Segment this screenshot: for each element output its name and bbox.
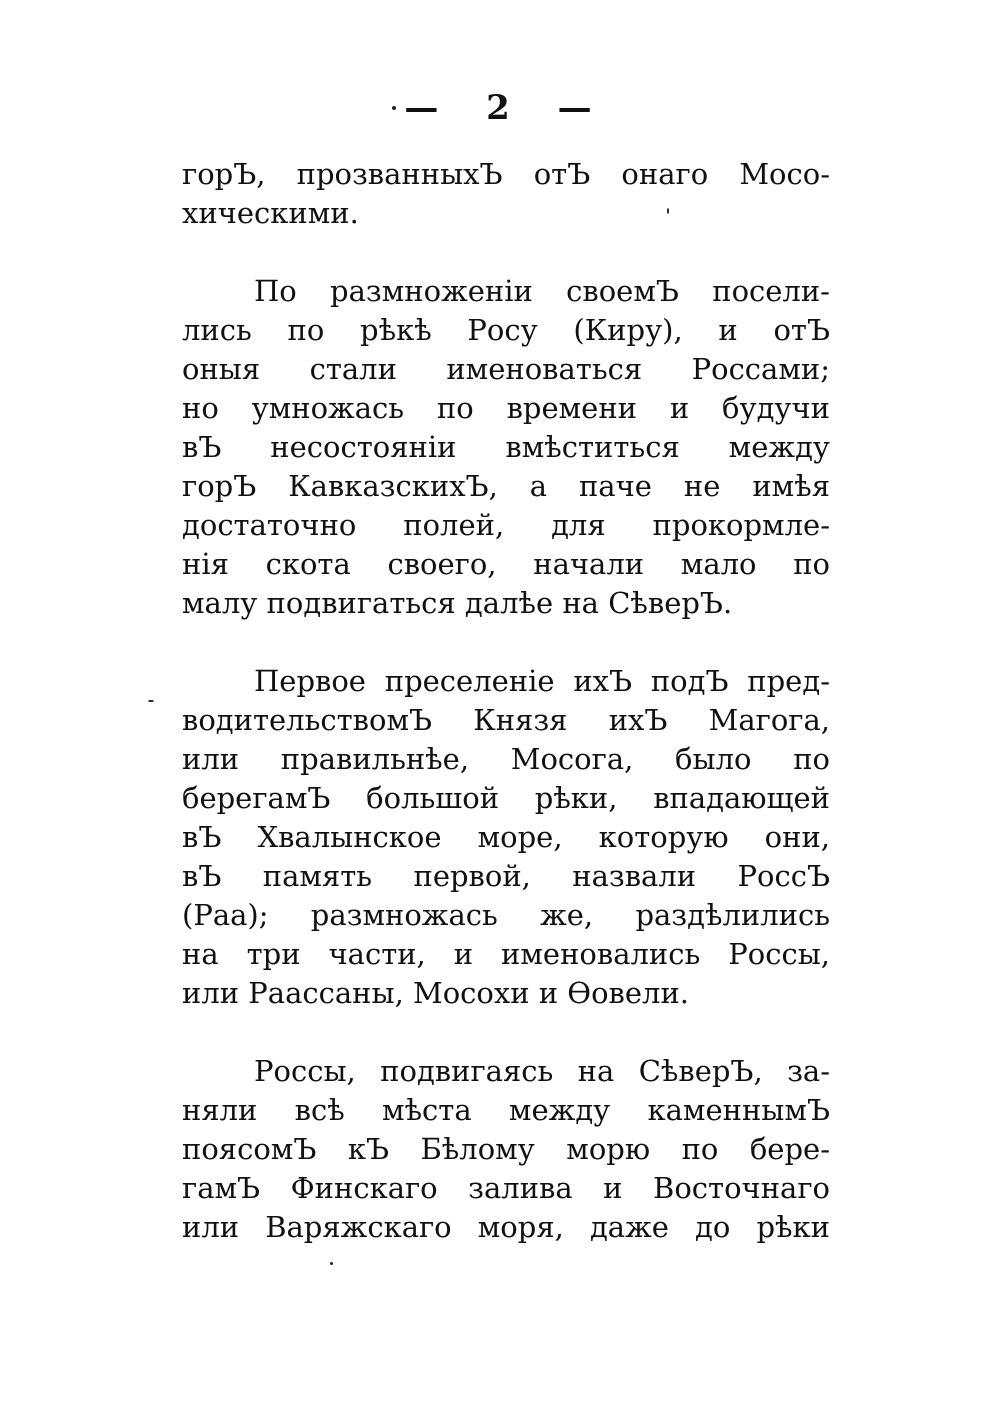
text-line: достаточно полей, для прокормле-: [182, 508, 830, 542]
text-line: вЪ память первой, назвали РоссЪ: [182, 859, 830, 893]
text-line: лись по рѣкѣ Росу (Киру), и отЪ: [182, 313, 830, 347]
text-line: вЪ Хвалынское море, которую они,: [182, 820, 830, 854]
text-line: хическими.: [182, 196, 359, 230]
page-header: [0, 88, 1000, 128]
text-line: горЪ, прозванныхЪ отЪ онаго Мосо-: [182, 157, 830, 191]
paragraph: [182, 662, 830, 1013]
header-dash-right: —: [557, 88, 596, 128]
text-line: няли всѣ мѣста между каменнымЪ: [182, 1093, 830, 1127]
text-line: или Варяжскаго моря, даже до рѣки: [182, 1210, 830, 1244]
text-line: горЪ КавказскихЪ, а паче не имѣя: [182, 469, 830, 503]
text-line: вЪ несостояніи вмѣститься между: [182, 430, 830, 464]
text-line: (Раа); размножась же, раздѣлились: [182, 898, 830, 932]
text-line: на три части, и именовались Россы,: [182, 937, 830, 971]
paragraph: [182, 155, 830, 233]
header-dash-left: —: [404, 88, 443, 128]
text-line: гамЪ Финскаго залива и Восточнаго: [182, 1171, 830, 1205]
paragraph: [182, 1052, 830, 1247]
paragraph: [182, 272, 830, 623]
text-line: но умножась по времени и будучи: [182, 391, 830, 425]
text-line: поясомЪ кЪ Бѣлому морю по бере-: [182, 1132, 830, 1166]
scan-speck: [392, 106, 396, 110]
paragraph-gap: [182, 233, 830, 272]
scan-speck: [330, 1262, 333, 1265]
scan-speck: [148, 700, 154, 702]
text-line: Россы, подвигаясь на СѣверЪ, за-: [254, 1054, 830, 1088]
text-line: берегамЪ большой рѣки, впадающей: [182, 781, 830, 815]
page-body: [182, 155, 830, 1247]
text-line: По размноженіи своемЪ посели-: [254, 274, 830, 308]
text-line: или правильнѣе, Мосога, было по: [182, 742, 830, 776]
paragraph-gap: [182, 1013, 830, 1052]
paragraph-gap: [182, 623, 830, 662]
text-line: малу подвигаться далѣе на СѣверЪ.: [182, 586, 733, 620]
scan-speck: [667, 208, 669, 214]
text-line: Первое преселеніе ихЪ подЪ пред-: [254, 664, 830, 698]
text-line: или Раассаны, Мосохи и Ѳовели.: [182, 976, 690, 1010]
text-line: нія скота своего, начали мало по: [182, 547, 830, 581]
page-number: 2: [486, 88, 514, 128]
text-line: оныя стали именоваться Россами;: [182, 352, 830, 386]
text-line: водительствомЪ Князя ихЪ Магога,: [182, 703, 830, 737]
